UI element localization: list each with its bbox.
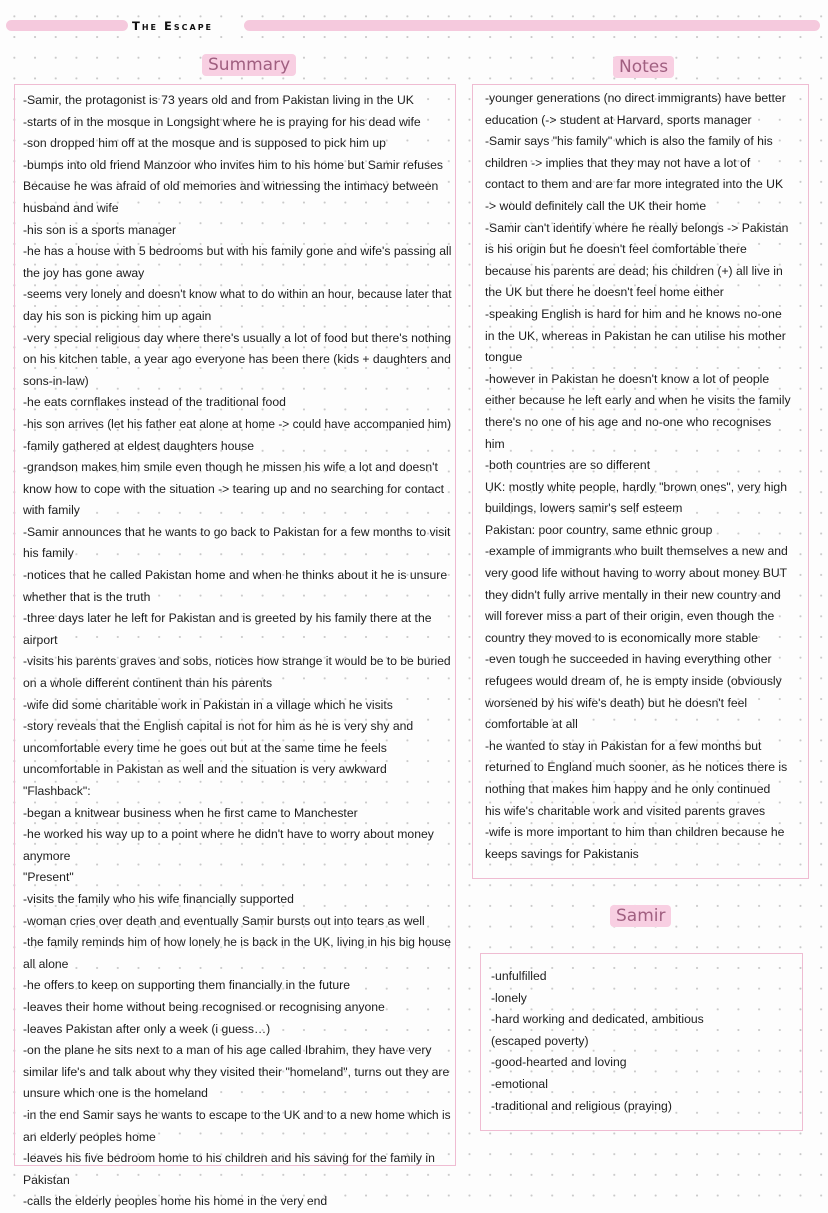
notes-line: children -> implies that they may not have a lot of — [485, 155, 751, 170]
notes-line: tongue — [485, 350, 523, 365]
summary-line: -his son arrives (let his father eat alone at home -> could have accompanied him) — [23, 416, 452, 431]
notes-line: is his origin but he doesn't feel comfortable there — [485, 242, 747, 257]
summary-line: -he eats cornflakes instead of the traditional food — [23, 395, 286, 410]
notes-line: will forever miss a part of their origin, even though the — [485, 609, 775, 624]
summary-line: an elderly peoples home — [23, 1129, 156, 1144]
summary-line: "Present" — [23, 870, 74, 885]
summary-line: with family — [23, 503, 80, 518]
page-title: The Escape — [132, 19, 214, 33]
trait-item: (escaped poverty) — [491, 1033, 589, 1048]
trait-item: -traditional and religious (praying) — [491, 1098, 672, 1113]
summary-line: -his son is a sports manager — [23, 222, 177, 237]
summary-line: -leaves his five bedroom home to his children and his saving for the family in — [23, 1151, 435, 1166]
notes-line: Pakistan: poor country, same ethnic group — [485, 522, 713, 537]
notes-text — [485, 88, 801, 865]
notes-line: they didn't fully arrive mentally in their new country and — [485, 587, 781, 602]
notes-line: UK: mostly white people, hardly "brown ones", very high — [485, 479, 787, 494]
notes-line: in the UK, whereas in Pakistan he can utilise his mother — [485, 328, 786, 343]
notes-line: because his parents are dead; his children (+) all live in — [485, 263, 783, 278]
notes-line: very good life without having to worry about money BUT — [485, 566, 788, 581]
notes-line: worsened by his wife's death) but he doesn't feel — [485, 695, 748, 710]
summary-line: -he offers to keep on supporting them financially in the future — [23, 978, 351, 993]
summary-line: on a whole different continent than his parents — [23, 676, 273, 691]
summary-line: -leaves their home without being recognised or recognising anyone — [23, 999, 385, 1014]
summary-line: -wife did some charitable work in Pakistan in a village which he visits — [23, 697, 393, 712]
title-highlight-right — [244, 20, 820, 31]
summary-line: -visits the family who his wife financially supported — [23, 891, 294, 906]
summary-line: -son dropped him off at the mosque and is supposed to pick him up — [23, 136, 386, 151]
trait-item: -good-hearted and loving — [491, 1055, 627, 1070]
summary-line: Pakistan — [23, 1172, 70, 1187]
summary-line: -leaves Pakistan after only a week (i guess…) — [23, 1021, 271, 1036]
summary-line: -Samir announces that he wants to go back to Pakistan for a few months to visit — [23, 524, 451, 539]
trait-item: -hard working and dedicated, ambitious — [491, 1012, 704, 1027]
notes-line: -Samir says "his family" which is also the family of his — [485, 134, 773, 149]
notes-line: -both countries are so different — [485, 458, 651, 473]
summary-line: uncomfortable in Pakistan as well and the situation is very awkward — [23, 762, 387, 777]
summary-line: -in the end Samir says he wants to escape to the UK and to a new home which is — [23, 1107, 451, 1122]
summary-line: Because he was afraid of old memories and witnessing the intimacy between — [23, 179, 439, 194]
summary-line: on his kitchen table, a year ago everyone has been there (kids + daughters and — [23, 352, 451, 367]
summary-line: -very special religious day where there's usually a lot of food but there's nothing — [23, 330, 452, 345]
notes-line: -> would definitely call the UK their home — [485, 198, 707, 213]
summary-heading: Summary — [202, 53, 296, 77]
samir-traits — [491, 966, 791, 1117]
notes-line: -speaking English is hard for him and he knows no-one — [485, 306, 782, 321]
summary-line: -grandson makes him smile even though he missen his wife a lot and doesn't — [23, 460, 438, 475]
notes-line: -example of immigrants who built themselves a new and — [485, 544, 788, 559]
trait-item: -emotional — [491, 1076, 548, 1091]
summary-line: anymore — [23, 848, 71, 863]
summary-line: -began a knitwear business when he first came to Manchester — [23, 805, 358, 820]
summary-line: -bumps into old friend Manzoor who invites him to his home but Samir refuses — [23, 157, 443, 172]
notes-line: the UK but there he doesn't feel home either — [485, 285, 724, 300]
summary-line: know how to cope with the situation -> tearing up and no searching for contact — [23, 481, 445, 496]
summary-line: -Samir, the protagonist is 73 years old and from Pakistan living in the UK — [23, 93, 414, 107]
trait-item: -lonely — [491, 990, 527, 1005]
summary-line: day his son is picking him up again — [23, 308, 212, 323]
title-bar — [6, 17, 820, 35]
summary-line: whether that is the truth — [23, 589, 151, 604]
notes-line: country they moved to is economically more stable — [485, 630, 758, 645]
notes-line: -even tough he succeeded in having everything other — [485, 652, 772, 667]
notes-line: there's no one of his age and no-one who recognises — [485, 414, 772, 429]
notes-line: -younger generations (no direct immigrants) have better — [485, 91, 786, 105]
summary-line: -starts of in the mosque in Longsight where he is praying for his dead wife — [23, 114, 421, 129]
samir-heading: Samir — [610, 904, 671, 928]
summary-line: his family — [23, 546, 74, 561]
notes-line: nothing that makes him happy and he only continued — [485, 782, 771, 796]
notes-line: him — [485, 436, 505, 451]
summary-line: similar life's and talk about why they visited their "homeland", turns out they are — [23, 1064, 450, 1079]
summary-line: husband and wife — [23, 200, 119, 215]
notes-line: -wife is more important to him than children because he — [485, 825, 785, 840]
notes-line: comfortable at all — [485, 717, 578, 732]
summary-line: -calls the elderly peoples home his home in the very end — [23, 1194, 328, 1209]
summary-line: -he has a house with 5 bedrooms but with his family gone and wife's passing all — [23, 244, 452, 259]
summary-text — [23, 90, 451, 1213]
summary-line: "Flashback": — [23, 784, 91, 798]
summary-line: -woman cries over death and eventually Samir bursts out into tears as well — [23, 913, 425, 928]
summary-line: -seems very lonely and doesn't know what to do within an hour, because later that — [23, 287, 452, 302]
summary-line: -three days later he left for Pakistan and is greeted by his family there at the — [23, 611, 432, 626]
summary-line: -notices that he called Pakistan home and when he thinks about it he is unsure — [23, 568, 448, 583]
title-highlight-left — [6, 20, 128, 31]
notes-line: -he wanted to stay in Pakistan for a few months but — [485, 738, 762, 753]
summary-line: unsure which one is the homeland — [23, 1086, 208, 1101]
summary-line: -on the plane he sits next to a man of his age called Ibrahim, they have very — [23, 1043, 432, 1058]
summary-line: uncomfortable every time he goes out but at the same time he feels — [23, 740, 387, 755]
notes-line: his wife's charitable work and visited parents graves — [485, 803, 766, 818]
summary-line: -visits his parents graves and sobs, notices how strange it would be to be buried — [23, 654, 451, 669]
summary-line: -the family reminds him of how lonely he is back in the UK, living in his big house — [23, 935, 451, 950]
notes-line: buildings, lowers samir's self esteem — [485, 501, 683, 516]
notes-line: keeps savings for Pakistanis — [485, 846, 639, 861]
notes-line: returned to England much sooner, as he notices there is — [485, 760, 788, 775]
notes-heading: Notes — [613, 55, 674, 79]
summary-line: sons-in-law) — [23, 373, 89, 388]
summary-line: -story reveals that the English capital is not for him as he is very shy and — [23, 719, 414, 734]
summary-line: -family gathered at eldest daughters house — [23, 438, 255, 453]
summary-line: the joy has gone away — [23, 265, 145, 280]
trait-item: -unfulfilled — [491, 969, 547, 983]
notes-line: contact to them and are far more integrated into the UK — [485, 177, 784, 192]
notes-line: refugees would dream of, he is empty inside (obviously — [485, 674, 782, 689]
summary-line: all alone — [23, 956, 69, 971]
summary-line: -he worked his way up to a point where he didn't have to worry about money — [23, 827, 434, 842]
notes-line: either because he left early and when he visits the family — [485, 393, 791, 408]
notes-line: education (-> student at Harvard, sports manager — [485, 112, 752, 127]
notes-line: -Samir can't identify where he really belongs -> Pakistan — [485, 220, 789, 235]
summary-line: airport — [23, 632, 58, 647]
notes-line: -however in Pakistan he doesn't know a lot of people — [485, 371, 770, 386]
